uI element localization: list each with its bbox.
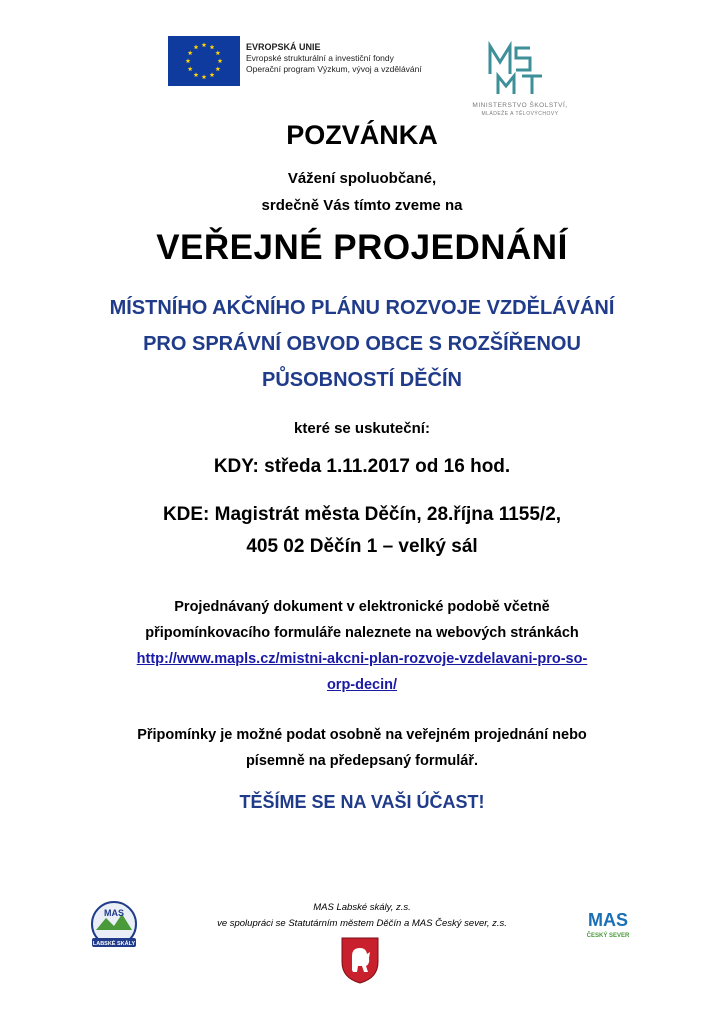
greeting-line-1: Vážení spoluobčané, bbox=[287, 170, 437, 187]
document-link-line-1[interactable]: http://www.mapls.cz/mistni-akcni-plan-rozvoje-vzdelavani-pro-so- bbox=[136, 651, 588, 667]
eu-flag-icon bbox=[168, 36, 240, 86]
comments-paragraph bbox=[0, 722, 724, 774]
footer-line-1: MAS Labské skály, z.s. bbox=[313, 902, 411, 913]
comments-line-2: písemně na předepsaný formulář. bbox=[245, 753, 479, 769]
eu-line-2: Evropské strukturální a investiční fondy bbox=[246, 53, 394, 63]
msmt-name-line-2: MLÁDEŽE A TĚLOVÝCHOVY bbox=[481, 111, 559, 117]
document-info-paragraph bbox=[0, 594, 724, 698]
msmt-name-line-1: MINISTERSTVO ŠKOLSTVÍ, bbox=[472, 102, 568, 109]
invitation-heading: POZVÁNKA bbox=[286, 120, 438, 150]
event-where-line-2: 405 02 Děčín 1 – velký sál bbox=[246, 536, 478, 557]
msmt-logo-icon bbox=[468, 38, 568, 98]
which-text: které se uskuteční: bbox=[294, 420, 430, 437]
closing-text: TĚŠÍME SE NA VAŠI ÚČAST! bbox=[239, 792, 485, 812]
event-subtitle bbox=[0, 290, 724, 398]
event-when: KDY: středa 1.11.2017 od 16 hod. bbox=[213, 456, 511, 477]
subtitle-line-2: PRO SPRÁVNÍ OBVOD OBCE S ROZŠÍŘENOU bbox=[143, 333, 581, 355]
mas-left-text: MAS bbox=[104, 908, 124, 918]
msmt-name bbox=[455, 102, 585, 118]
eu-line-1: EVROPSKÁ UNIE bbox=[246, 42, 321, 52]
mas-right-text: MAS bbox=[588, 910, 628, 930]
mas-right-subtext: ČESKÝ SEVER bbox=[586, 933, 630, 939]
mas-left-subtext: LABSKÉ SKÁLY bbox=[92, 941, 136, 947]
eu-line-3: Operační program Výzkum, vývoj a vzdělávání bbox=[246, 64, 422, 74]
footer-line-2: ve spolupráci se Statutárním městem Děčín a MAS Český sever, z.s. bbox=[217, 918, 507, 929]
document-link-line-2[interactable]: orp-decin/ bbox=[326, 677, 398, 693]
greeting-line-2: srdečně Vás tímto zveme na bbox=[261, 197, 463, 214]
funding-header bbox=[168, 36, 588, 117]
doc-info-line-2: připomínkovacího formuláře naleznete na webových stránkách bbox=[145, 625, 579, 641]
subtitle-line-3: PŮSOBNOSTÍ DĚČÍN bbox=[261, 369, 463, 391]
eu-program-text bbox=[246, 42, 422, 75]
mas-cesky-sever-logo bbox=[582, 906, 634, 940]
comments-line-1: Připomínky je možné podat osobně na veřejném projednání nebo bbox=[137, 727, 587, 743]
event-title: VEŘEJNÉ PROJEDNÁNÍ bbox=[156, 228, 568, 267]
event-where-line-1: KDE: Magistrát města Děčín, 28.října 1155/2, bbox=[162, 504, 562, 525]
doc-info-line-1: Projednávaný dokument v elektronické podobě včetně bbox=[174, 599, 550, 615]
subtitle-line-1: MÍSTNÍHO AKČNÍHO PLÁNU ROZVOJE VZDĚLÁVÁNÍ bbox=[109, 297, 615, 319]
decin-coat-of-arms-icon bbox=[340, 936, 380, 984]
